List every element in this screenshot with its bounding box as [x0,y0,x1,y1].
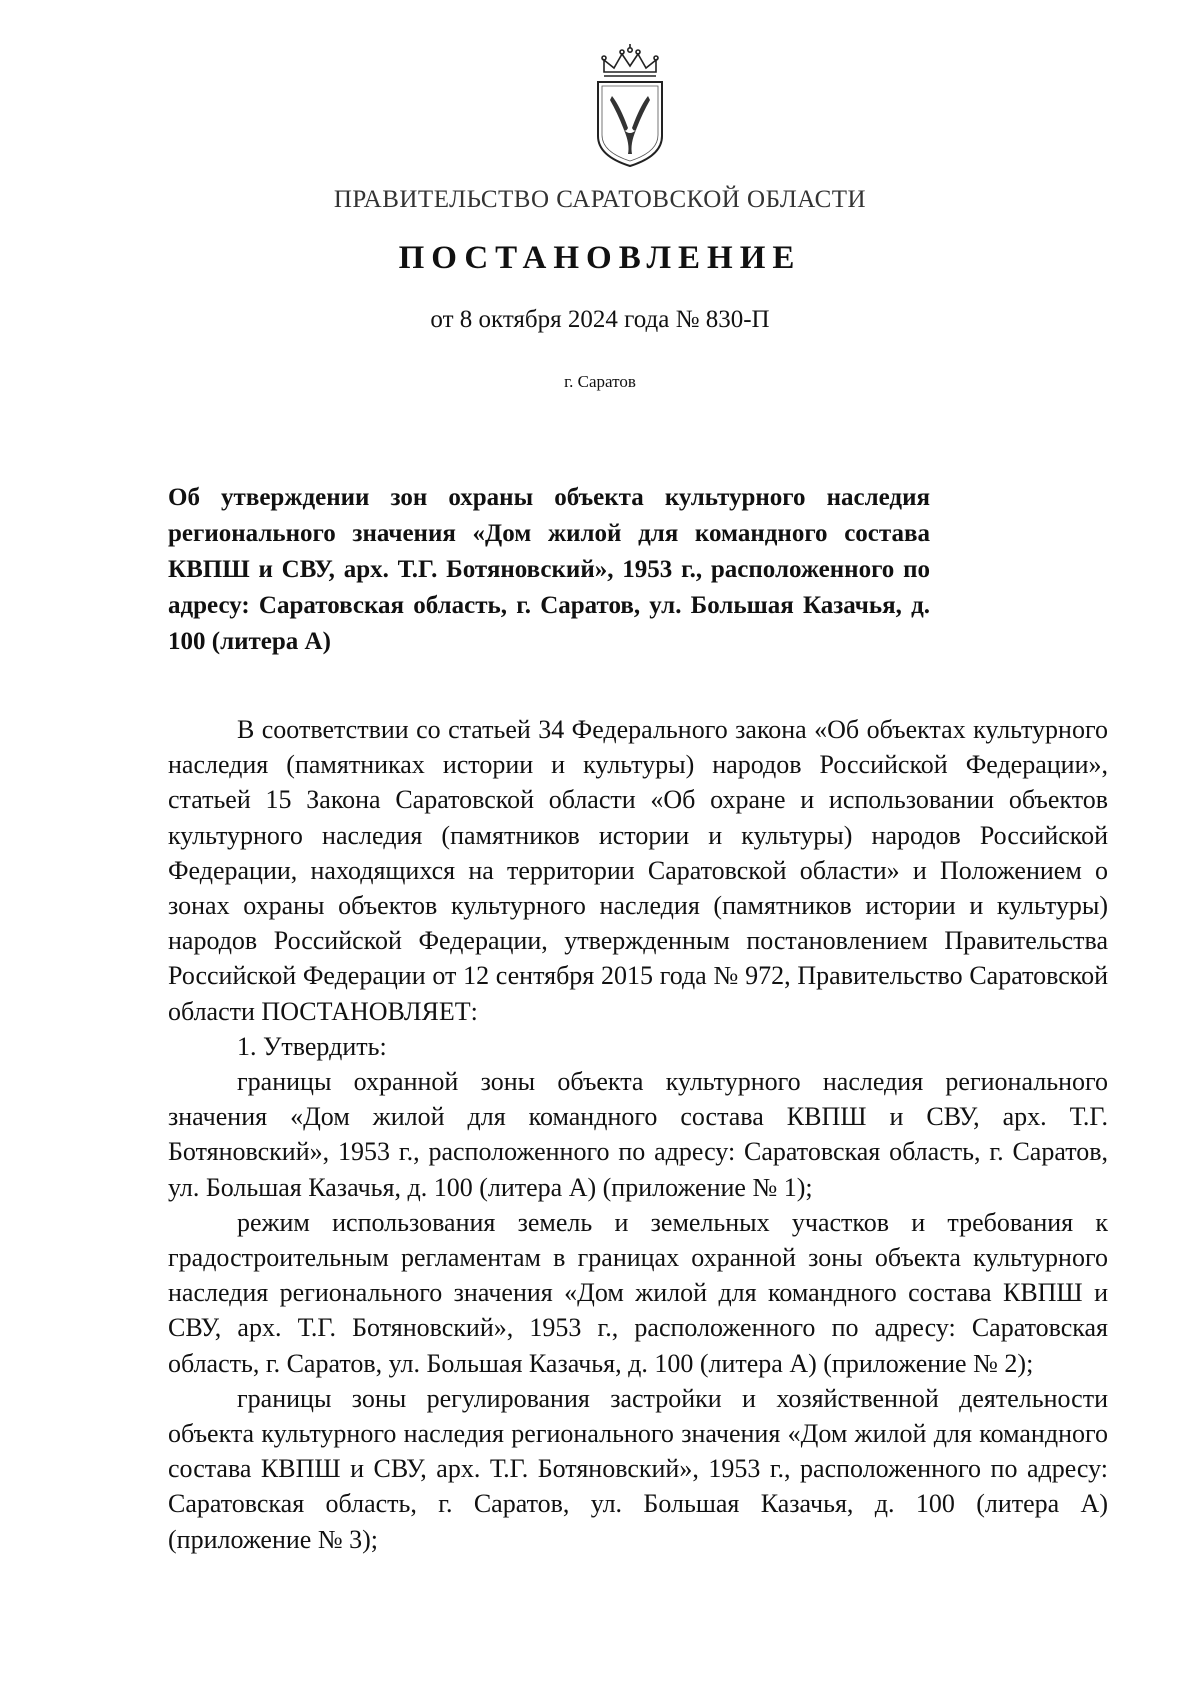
coat-of-arms-icon [590,44,670,168]
item-1-heading: 1. Утвердить: [237,1031,387,1061]
date-and-number: от 8 октября 2024 года № 830-П [430,306,770,333]
resolution-body [168,712,1108,1557]
document-type: ПОСТАНОВЛЕНИЕ [398,240,802,276]
preamble-paragraph: В соответствии со статьей 34 Федерального закона «Об объектах культурного наследия (памятниках истории и культуры) народов Российской Федерации», статьей 15 Закона Саратовской области «Об охране и использовании объектов культурного наследия (памятников истории и культуры) народов Российской Федерации, находящихся на территории Саратовской области» и Положением о зонах охраны объектов культурного наследия (памятников истории и культуры) народов Российской Федерации, утвержденным постановлением Правительства Российской Федерации от 12 сентября 2015 года № 972, Правительство Саратовской области ПОСТАНОВЛЯЕТ: [168,715,1108,1026]
government-name: ПРАВИТЕЛЬСТВО САРАТОВСКОЙ ОБЛАСТИ [333,186,867,213]
approval-paragraph-2: режим использования земель и земельных участков и требования к градостроительным регламентам в границах охранной зоны объекта культурного наследия регионального значения «Дом жилой для командного состава КВПШ и СВУ, арх. Т.Г. Ботяновский», 1953 г., расположенного по адресу: Саратовская область, г. Саратов, ул. Большая Казачья, д. 100 (литера А) (приложение № 2); [168,1207,1108,1378]
approval-paragraph-1: границы охранной зоны объекта культурного наследия регионального значения «Дом жилой для командного состава КВПШ и СВУ, арх. Т.Г. Ботяновский», 1953 г., расположенного по адресу: Саратовская область, г. Саратов, ул. Большая Казачья, д. 100 (литера А) (приложение № 1); [168,1067,1108,1202]
city: г. Саратов [564,372,636,391]
approval-paragraph-3: границы зоны регулирования застройки и хозяйственной деятельности объекта культурного наследия регионального значения «Дом жилой для командного состава КВПШ и СВУ, арх. Т.Г. Ботяновский», 1953 г., расположенного по адресу: Саратовская область, г. Саратов, ул. Большая Казачья, д. 100 (литера А) (приложение № 3); [168,1383,1108,1554]
resolution-title: Об утверждении зон охраны объекта культурного наследия регионального значения «Дом жилой для командного состава КВПШ и СВУ, арх. Т.Г. Ботяновский», 1953 г., расположенного по адресу: Саратовская область, г. Саратов, ул. Большая Казачья, д. 100 (литера А) [168,484,930,655]
